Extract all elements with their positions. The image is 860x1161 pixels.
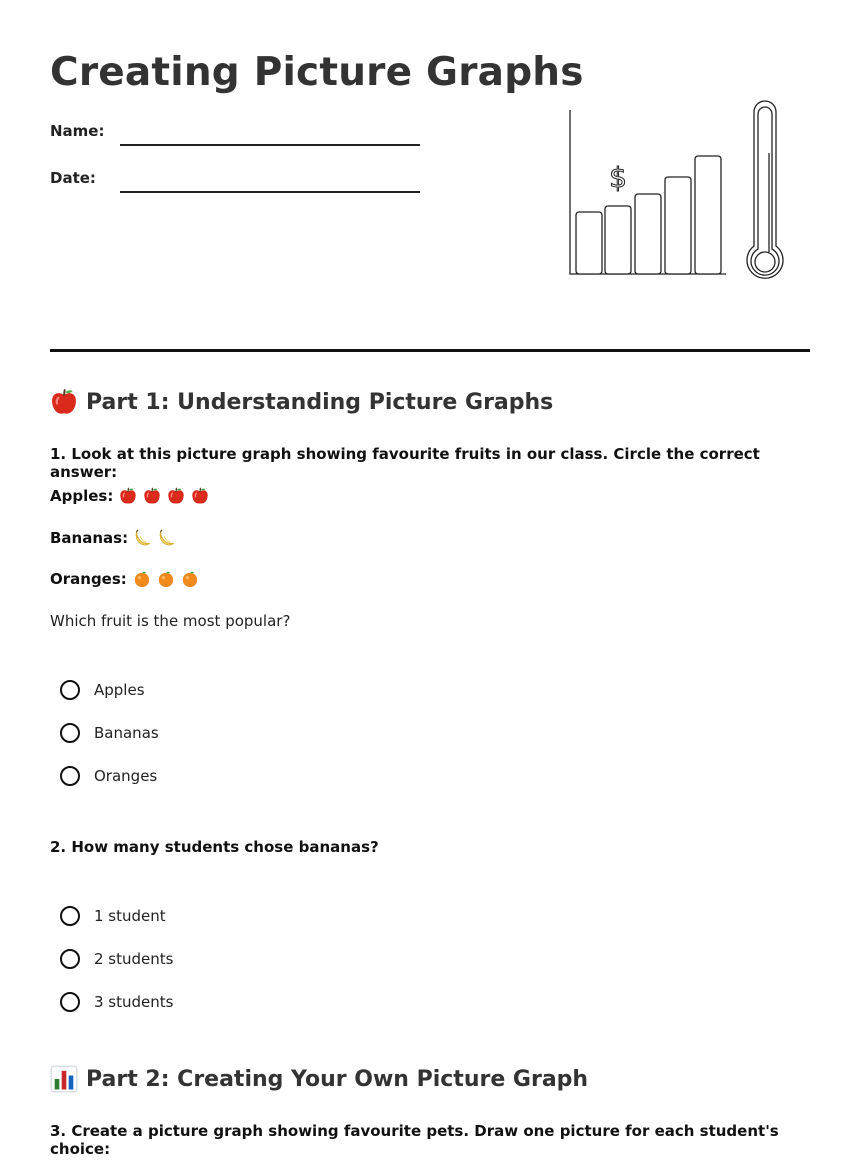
option-3-students[interactable] — [60, 989, 173, 1015]
orange-icon — [133, 570, 151, 588]
part2-heading — [50, 1065, 588, 1093]
question-1-prompt: Which fruit is the most popular? — [50, 612, 291, 630]
graph-row-oranges — [50, 570, 205, 588]
orange-icon — [181, 570, 199, 588]
part2-heading-text: Part 2: Creating Your Own Picture Graph — [86, 1066, 589, 1092]
graph-label-bananas: Bananas: — [50, 529, 129, 547]
name-label: Name: — [50, 122, 105, 140]
apple-icon — [167, 487, 185, 505]
name-field-row — [50, 122, 430, 152]
option-label: 3 students — [94, 993, 174, 1011]
option-label: 2 students — [94, 950, 174, 968]
apple-icon — [119, 487, 137, 505]
graph-label-apples: Apples: — [50, 487, 114, 505]
radio-circle[interactable] — [60, 766, 80, 786]
question-3: 3. Create a picture graph showing favourite pets. Draw one picture for each student's choice: — [50, 1122, 779, 1158]
graph-row-apples — [50, 487, 215, 505]
option-apples[interactable] — [60, 677, 145, 703]
radio-circle[interactable] — [60, 680, 80, 700]
option-label: Oranges — [94, 767, 158, 785]
graph-row-bananas — [50, 529, 182, 547]
radio-circle[interactable] — [60, 949, 80, 969]
name-line[interactable] — [120, 144, 420, 146]
banana-icon — [134, 529, 152, 547]
apple-icon — [143, 487, 161, 505]
date-label: Date: — [50, 169, 96, 187]
option-1-student[interactable] — [60, 903, 166, 929]
bar-chart-thermometer-icon — [568, 98, 788, 284]
part1-heading — [50, 388, 553, 416]
question-2: 2. How many students chose bananas? — [50, 838, 379, 856]
date-line[interactable] — [120, 191, 420, 193]
date-field-row — [50, 169, 430, 199]
graph-label-oranges: Oranges: — [50, 570, 127, 588]
option-label: Apples — [94, 681, 145, 699]
apple-icon — [50, 388, 78, 416]
banana-icon — [158, 529, 176, 547]
radio-circle[interactable] — [60, 906, 80, 926]
dollar-symbol: $ — [609, 161, 627, 194]
bar-chart-icon — [50, 1065, 78, 1093]
page-title: Creating Picture Graphs — [50, 50, 584, 95]
radio-circle[interactable] — [60, 723, 80, 743]
option-bananas[interactable] — [60, 720, 159, 746]
option-oranges[interactable] — [60, 763, 157, 789]
question-1: 1. Look at this picture graph showing favourite fruits in our class. Circle the correct answer: — [50, 445, 760, 481]
orange-icon — [157, 570, 175, 588]
option-label: 1 student — [94, 907, 166, 925]
section-divider — [50, 349, 810, 352]
option-label: Bananas — [94, 724, 159, 742]
option-2-students[interactable] — [60, 946, 173, 972]
apple-icon — [191, 487, 209, 505]
radio-circle[interactable] — [60, 992, 80, 1012]
part1-heading-text: Part 1: Understanding Picture Graphs — [86, 389, 554, 415]
